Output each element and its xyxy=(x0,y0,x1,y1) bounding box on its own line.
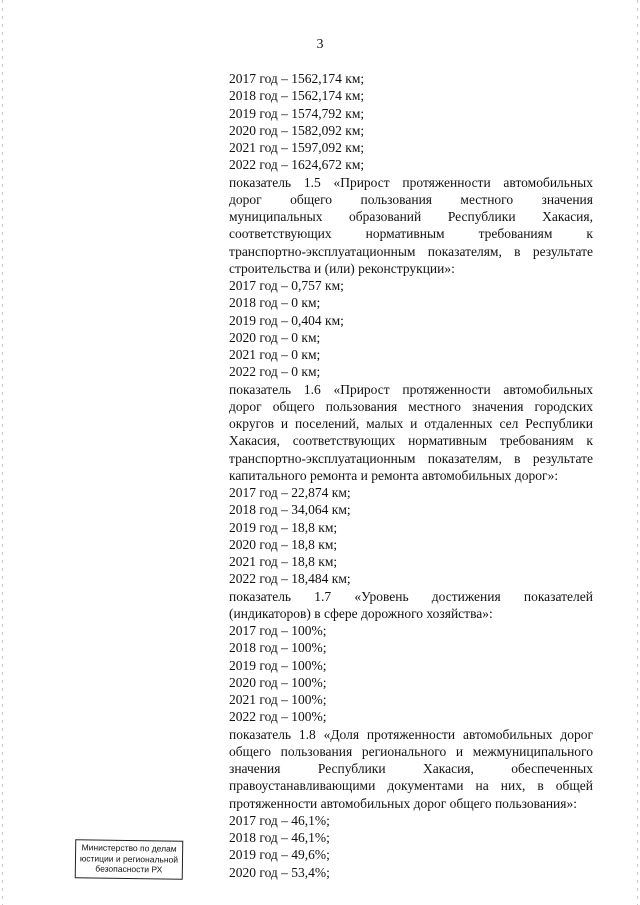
scan-edge-left xyxy=(2,0,3,905)
text-line: 2018 год – 1562,174 км; xyxy=(229,88,365,104)
text-line: 2021 год – 1597,092 км; xyxy=(229,140,365,155)
registration-stamp xyxy=(75,839,184,879)
text-line: 2018 год – 100%; xyxy=(229,640,327,656)
text-line: 2017 год – 100%; xyxy=(229,623,327,638)
stamp-line: Министерство по делам xyxy=(81,842,177,854)
text-line: 2019 год – 1574,792 км; xyxy=(229,105,365,121)
text-line: дорог общего пользования местного значения xyxy=(229,191,593,207)
text-line: 2020 год – 53,4%; xyxy=(229,864,330,880)
text-line: 2018 год – 34,064 км; xyxy=(229,502,351,518)
text-line: 2020 год – 1582,092 км; xyxy=(229,122,365,138)
text-line: 2017 год – 22,874 км; xyxy=(229,485,351,500)
text-line: показатель 1.5 «Прирост протяженности автомобильных xyxy=(229,174,593,190)
text-line: показатель 1.6 «Прирост протяженности автомобильных xyxy=(229,381,593,397)
text-line: 2018 год – 46,1%; xyxy=(229,830,330,845)
text-line: 2022 год – 100%; xyxy=(229,709,327,725)
text-line: 2018 год – 0 км; xyxy=(229,295,321,311)
text-line: муниципальных образований Республики Хакасия, xyxy=(229,209,593,224)
text-line: 2020 год – 18,8 км; xyxy=(229,536,338,552)
text-line: дорог общего пользования местного значения городских xyxy=(229,398,593,414)
text-line: Хакасия, соответствующих нормативным требованиям к xyxy=(229,433,593,449)
text-line: транспортно-эксплуатационным показателям, в результате xyxy=(229,243,593,259)
text-line: показатель 1.7 «Уровень достижения показателей xyxy=(229,588,593,604)
text-line: округов и поселений, малых и отдаленных сел Республики xyxy=(229,416,593,431)
text-line: 2020 год – 0 км; xyxy=(229,329,321,345)
text-line: общего пользования регионального и межмуниципального xyxy=(229,743,593,759)
text-line: транспортно-эксплуатационным показателям, в результате xyxy=(229,450,593,466)
text-line: 2021 год – 0 км; xyxy=(229,347,321,362)
text-line: соответствующих нормативным требованиям к xyxy=(229,226,593,242)
text-line: 2019 год – 100%; xyxy=(229,657,327,673)
text-line: протяженности автомобильных дорог общего пользования»: xyxy=(229,795,577,811)
text-line: значения Республики Хакасия, обеспеченных xyxy=(229,761,593,776)
stamp-line: юстиции и региональной xyxy=(79,852,179,865)
text-line: 2019 год – 49,6%; xyxy=(229,847,330,863)
text-line: 2022 год – 1624,672 км; xyxy=(229,157,365,173)
text-line: 2022 год – 18,484 км; xyxy=(229,571,351,587)
text-line: правоустанавливающими документами на них, в общей xyxy=(229,778,593,794)
text-line: 2017 год – 1562,174 км; xyxy=(229,71,365,86)
stamp-line: безопасности РХ xyxy=(95,863,163,875)
text-line: 2017 год – 0,757 км; xyxy=(229,278,344,293)
text-line: строительства и (или) реконструкции»: xyxy=(229,260,455,276)
page-number: 3 xyxy=(316,37,324,52)
text-line: 2019 год – 18,8 км; xyxy=(229,519,338,535)
text-line: 2022 год – 0 км; xyxy=(229,364,321,380)
scan-edge-right xyxy=(637,0,638,905)
text-line: 2021 год – 100%; xyxy=(229,692,327,707)
text-line: показатель 1.8 «Доля протяженности автомобильных дорог xyxy=(229,726,593,742)
text-line: (индикаторов) в сфере дорожного хозяйства»: xyxy=(229,605,493,621)
text-line: 2021 год – 18,8 км; xyxy=(229,554,338,569)
text-line: 2020 год – 100%; xyxy=(229,674,327,690)
document-body xyxy=(229,70,593,881)
text-line: капитального ремонта и ремонта автомобильных дорог»: xyxy=(229,467,559,483)
text-line: 2017 год – 46,1%; xyxy=(229,812,330,828)
text-line: 2019 год – 0,404 км; xyxy=(229,312,344,328)
